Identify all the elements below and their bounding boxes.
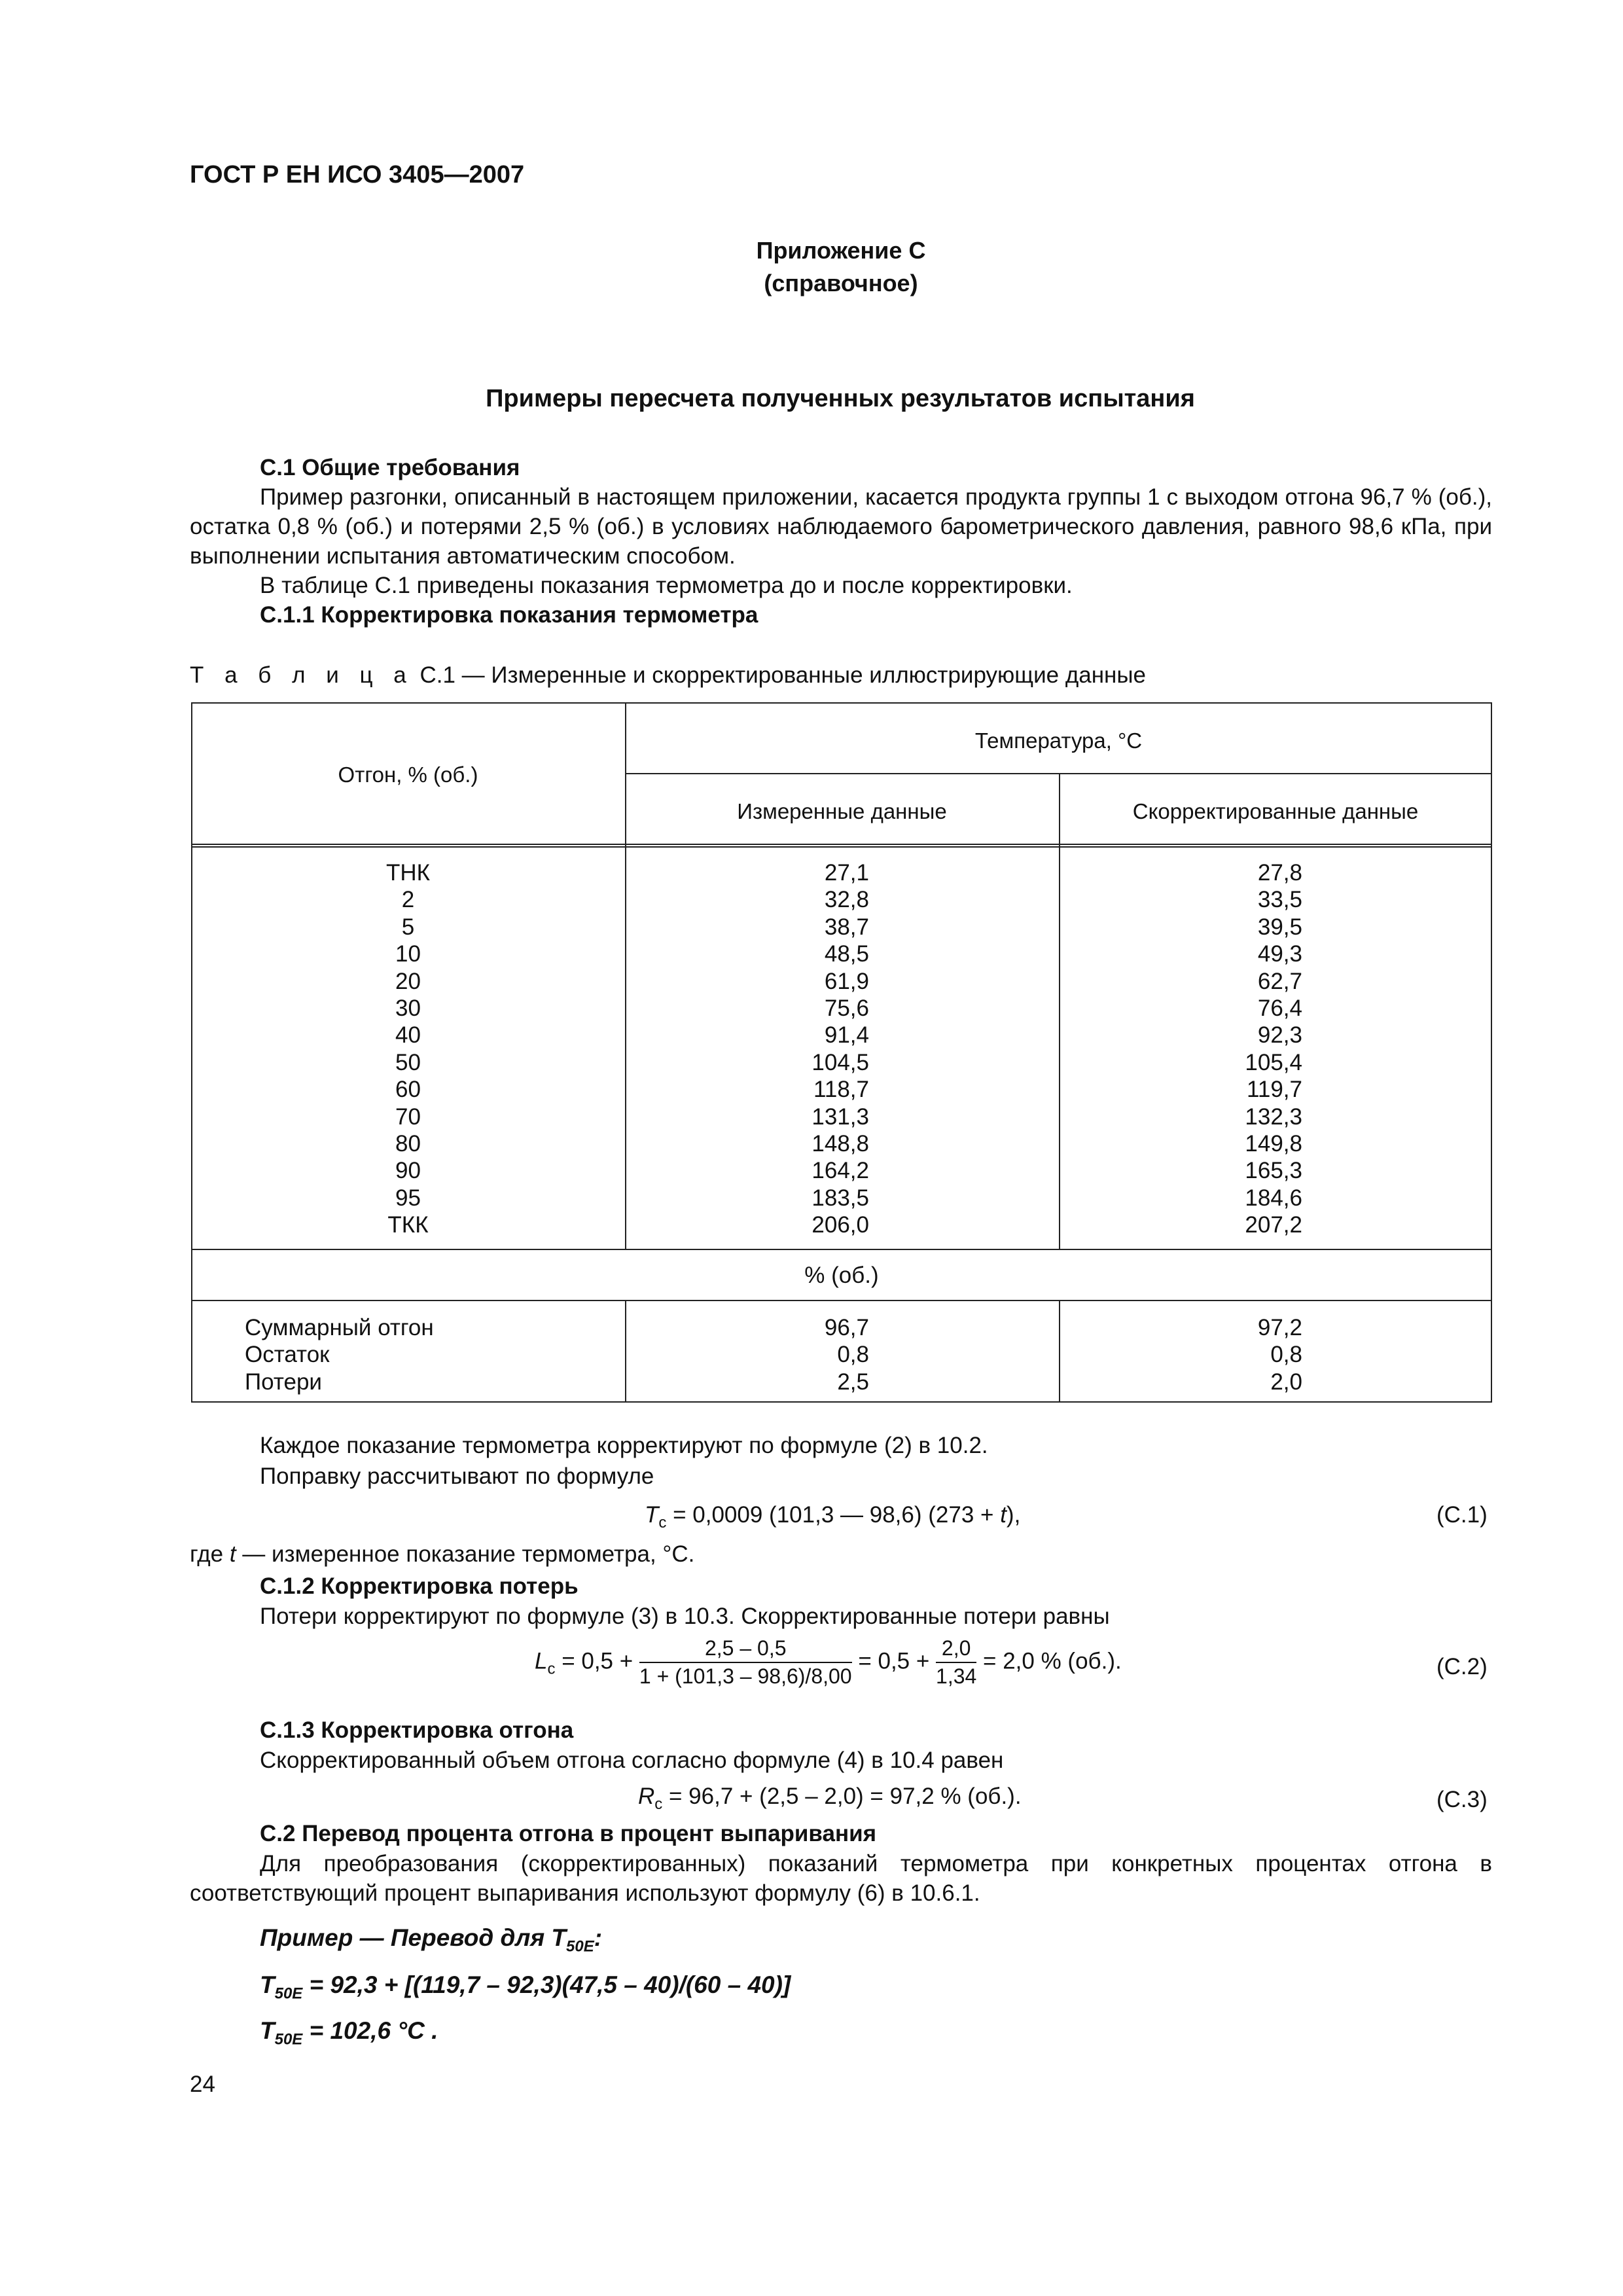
table-caption-text: С.1 — Измеренные и скорректированные иллюстрирующие данные [413, 662, 1146, 688]
table-cell: 39,5 [1257, 914, 1302, 940]
table-cell: 48,5 [824, 941, 869, 967]
column-measured [625, 859, 1059, 1238]
section-c13-paragraph: Скорректированный объем отгона согласно формуле (4) в 10.4 равен [260, 1748, 1004, 1773]
data-table [191, 702, 1492, 1403]
formula-c3-number: (С.3) [1436, 1787, 1488, 1812]
summary-corrected [1059, 1314, 1492, 1395]
table-cell: 33,5 [1257, 887, 1302, 913]
page-number: 24 [190, 2072, 215, 2097]
column-distillate [191, 859, 625, 1238]
table-cell: Остаток [245, 1342, 330, 1368]
section-c1-paragraph2: В таблице С.1 приведены показания термометра до и после корректировки. [260, 573, 1073, 598]
table-cell: 40 [395, 1022, 421, 1049]
annex-line2: (справочное) [764, 270, 918, 296]
correction-paragraph1: Каждое показание термометра корректируют по формуле (2) в 10.2. [260, 1433, 988, 1458]
summary-measured [625, 1314, 1059, 1395]
table-cell: 96,7 [824, 1315, 869, 1340]
table-cell: 132,3 [1245, 1103, 1302, 1130]
section-c11-heading: С.1.1 Корректировка показания термометра [260, 602, 758, 628]
table-cell: 148,8 [812, 1130, 869, 1157]
header-corrected: Скорректированные данные [1132, 799, 1419, 823]
percent-volume-label: % (об.) [804, 1263, 879, 1288]
section-c13-heading: С.1.3 Корректировка отгона [260, 1717, 574, 1743]
section-c12-heading: С.1.2 Корректировка потерь [260, 1573, 579, 1599]
formula-c3: $R_c = 96,7 + (2,5 - 2,0) = 97,2$ % (об.). [638, 1784, 1022, 1813]
table-cell: 27,8 [1257, 860, 1302, 886]
table-cell: 20 [395, 968, 421, 994]
table-cell: 207,2 [1245, 1212, 1302, 1238]
example-line3: $T_{50E} = 102,6$ °С . [260, 2017, 438, 2049]
table-cell: 90 [395, 1158, 421, 1184]
table-cell: 2,0 [1270, 1369, 1302, 1395]
table-cell: ТКК [387, 1212, 429, 1238]
table-cell: 30 [395, 995, 421, 1021]
table-cell: 164,2 [812, 1158, 869, 1184]
annex-label [196, 234, 1486, 300]
table-cell: 2 [401, 887, 415, 913]
table-cell: 119,7 [1247, 1077, 1302, 1103]
table-cell: 165,3 [1245, 1158, 1302, 1184]
section-c1-paragraph1: Пример разгонки, описанный в настоящем приложении, касается продукта группы 1 с выходом отгона 96,7 % (об.), остатка 0,8 % (об.) и потерями 2,5 % (об.) в условиях наблюдаемого барометрического давления, равного 98,6 кПа, при выполнении испытания автоматическим способом. [190, 484, 1492, 569]
table-cell: 95 [395, 1185, 421, 1211]
header-distillate: Отгон, % (об.) [338, 762, 478, 787]
table-cell: 75,6 [824, 995, 869, 1021]
table-cell: 32,8 [824, 887, 869, 913]
header-measured: Измеренные данные [737, 799, 947, 823]
table-caption-prefix: Т а б л и ц а [190, 662, 414, 688]
table-caption [190, 662, 1146, 689]
table-cell: 105,4 [1245, 1049, 1302, 1075]
table-cell: 10 [395, 941, 421, 967]
section-c1-heading: С.1 Общие требования [260, 455, 520, 480]
table-cell: 149,8 [1245, 1130, 1302, 1157]
table-cell: 38,7 [824, 914, 869, 940]
table-cell: 76,4 [1257, 995, 1302, 1021]
table-cell: 97,2 [1257, 1315, 1302, 1340]
table-cell: 5 [401, 914, 415, 940]
table-cell: 50 [395, 1049, 421, 1075]
table-cell: 206,0 [812, 1212, 869, 1238]
table-cell: 183,5 [812, 1185, 869, 1211]
column-corrected [1059, 859, 1492, 1238]
table-cell: 49,3 [1257, 941, 1302, 967]
table-cell: 91,4 [824, 1022, 869, 1049]
table-cell: 92,3 [1257, 1022, 1302, 1049]
formula-c1-number: (С.1) [1436, 1502, 1488, 1528]
table-cell: 0,8 [1270, 1342, 1302, 1368]
section-c2-paragraph: Для преобразования (скорректированных) показаний термометра при конкретных процентах отгона в соответствующий процент выпаривания используют формулу (6) в 10.6.1. [190, 1851, 1492, 1906]
table-cell: 104,5 [812, 1049, 869, 1075]
section-c2-heading: С.2 Перевод процента отгона в процент выпаривания [260, 1821, 877, 1846]
page-title: Примеры пересчета полученных результатов испытания [486, 385, 1195, 412]
example-line1: Пример — Перевод для $T_{50E}$: [260, 1924, 603, 1956]
summary-labels [245, 1314, 611, 1395]
table-cell: ТНК [385, 860, 431, 886]
table-cell: 61,9 [824, 968, 869, 994]
table-cell: 80 [395, 1130, 421, 1157]
annex-line1: Приложение С [756, 237, 926, 264]
table-cell: Суммарный отгон [245, 1315, 434, 1340]
example-line2: $T_{50E} = 92,3 + [(119,7 - 92,3)(47,5 - 40)/(60 - 40)]$ [260, 1971, 791, 2003]
table-cell: 2,5 [837, 1369, 869, 1395]
table-cell: 131,3 [812, 1103, 869, 1130]
table-cell: 184,6 [1245, 1185, 1302, 1211]
table-cell: Потери [245, 1369, 322, 1395]
table-cell: 118,7 [813, 1077, 869, 1103]
document-header: ГОСТ Р ЕН ИСО 3405—2007 [190, 161, 525, 188]
table-cell: 60 [395, 1077, 421, 1103]
table-cell: 62,7 [1257, 968, 1302, 994]
table-cell: 0,8 [837, 1342, 869, 1368]
formula-c1: $T_c = 0,0009$ (101,3 — 98,6) (273 + t), [645, 1502, 1021, 1532]
formula-c2: $L_c = 0,5$ + $\frac{2,5 - 0,5}{1 + (101,3 - 98,6)/8,00}$ = 0,5 + $\frac{2,0}{1,34}$ = 2,0 % (об.). [535, 1636, 1122, 1688]
table-cell: 70 [395, 1103, 421, 1130]
table-cell: 27,1 [824, 860, 869, 886]
section-c12-paragraph: Потери корректируют по формуле (3) в 10.3. Скорректированные потери равны [260, 1604, 1110, 1629]
formula-c2-number: (С.2) [1436, 1654, 1488, 1679]
header-temperature: Температура, °С [974, 728, 1143, 753]
formula-c1-where: где t — измеренное показание термометра, °С. [190, 1541, 695, 1567]
correction-paragraph2: Поправку рассчитывают по формуле [260, 1463, 654, 1489]
